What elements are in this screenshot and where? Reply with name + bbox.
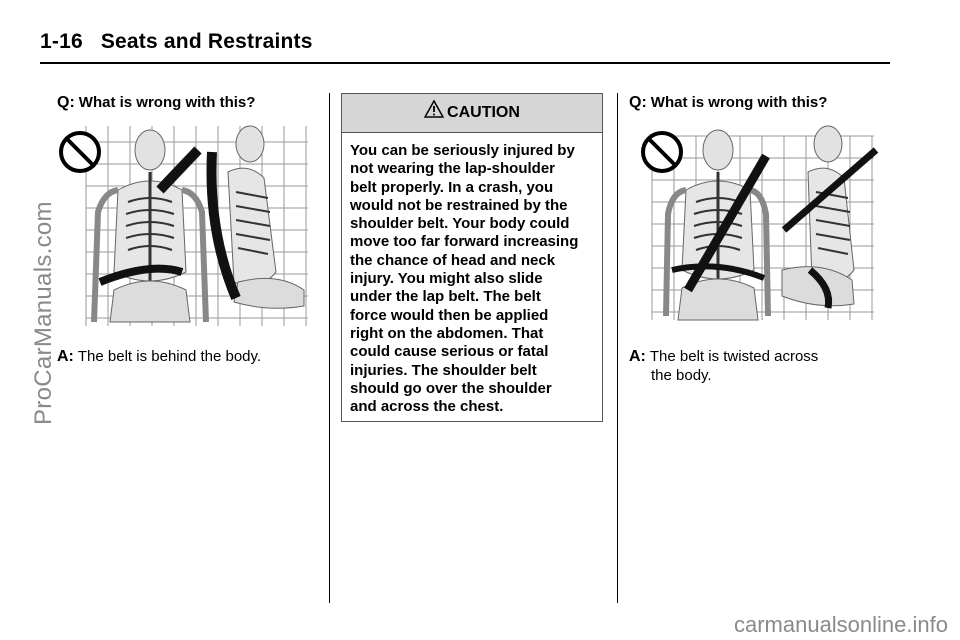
caution-line: injury. You might also slide bbox=[350, 270, 543, 288]
warning-triangle-icon bbox=[424, 100, 444, 118]
caution-line: would not be restrained by the bbox=[350, 196, 568, 214]
caution-line: and across the chest. bbox=[350, 398, 504, 416]
caution-line: injuries. The shoulder belt bbox=[350, 361, 537, 379]
question-text: What is wrong with this? bbox=[650, 94, 828, 111]
page-number: 1-16 bbox=[40, 30, 83, 53]
caution-line: could cause serious or fatal bbox=[350, 343, 549, 361]
belt-behind-body-illustration bbox=[58, 122, 310, 328]
left-answer bbox=[57, 347, 261, 366]
caution-line: under the lap belt. The belt bbox=[350, 288, 541, 306]
column-divider-right bbox=[617, 93, 618, 603]
bottom-watermark: carmanualsonline.info bbox=[733, 612, 948, 637]
caution-line: shoulder belt. Your body could bbox=[350, 215, 570, 233]
side-watermark: ProCarManuals.com bbox=[30, 201, 57, 425]
caution-line: right on the abdomen. That bbox=[350, 324, 544, 342]
question-text: What is wrong with this? bbox=[78, 94, 256, 111]
no-symbol-icon bbox=[643, 133, 681, 171]
caution-line: move too far forward increasing bbox=[350, 233, 579, 251]
caution-line: should go over the shoulder bbox=[350, 379, 552, 397]
question-label: Q: bbox=[57, 94, 75, 111]
right-question bbox=[629, 93, 827, 112]
answer-label: A: bbox=[57, 348, 74, 365]
caution-title: CAUTION bbox=[447, 104, 520, 121]
caution-line: the chance of head and neck bbox=[350, 251, 556, 269]
question-label: Q: bbox=[629, 94, 647, 111]
caution-box bbox=[341, 93, 603, 422]
answer-text-line-1: The belt is twisted across bbox=[649, 348, 819, 365]
no-symbol-icon bbox=[61, 133, 99, 171]
answer-text-line-2: the body. bbox=[651, 367, 712, 384]
twisted-belt-illustration bbox=[632, 120, 880, 326]
section-title: Seats and Restraints bbox=[100, 30, 313, 53]
caution-line: not wearing the lap-shoulder bbox=[350, 160, 556, 178]
caution-line: belt properly. In a crash, you bbox=[350, 178, 554, 196]
caution-line: You can be seriously injured by bbox=[350, 142, 575, 159]
caution-header bbox=[342, 94, 602, 133]
page-header bbox=[40, 30, 313, 54]
left-question bbox=[57, 93, 255, 112]
column-divider-left bbox=[329, 93, 330, 603]
answer-label: A: bbox=[629, 348, 646, 365]
answer-text: The belt is behind the body. bbox=[77, 348, 262, 365]
caution-text bbox=[342, 133, 602, 416]
caution-line: force would then be applied bbox=[350, 306, 549, 324]
right-answer bbox=[629, 347, 818, 385]
header-rule bbox=[40, 62, 890, 64]
